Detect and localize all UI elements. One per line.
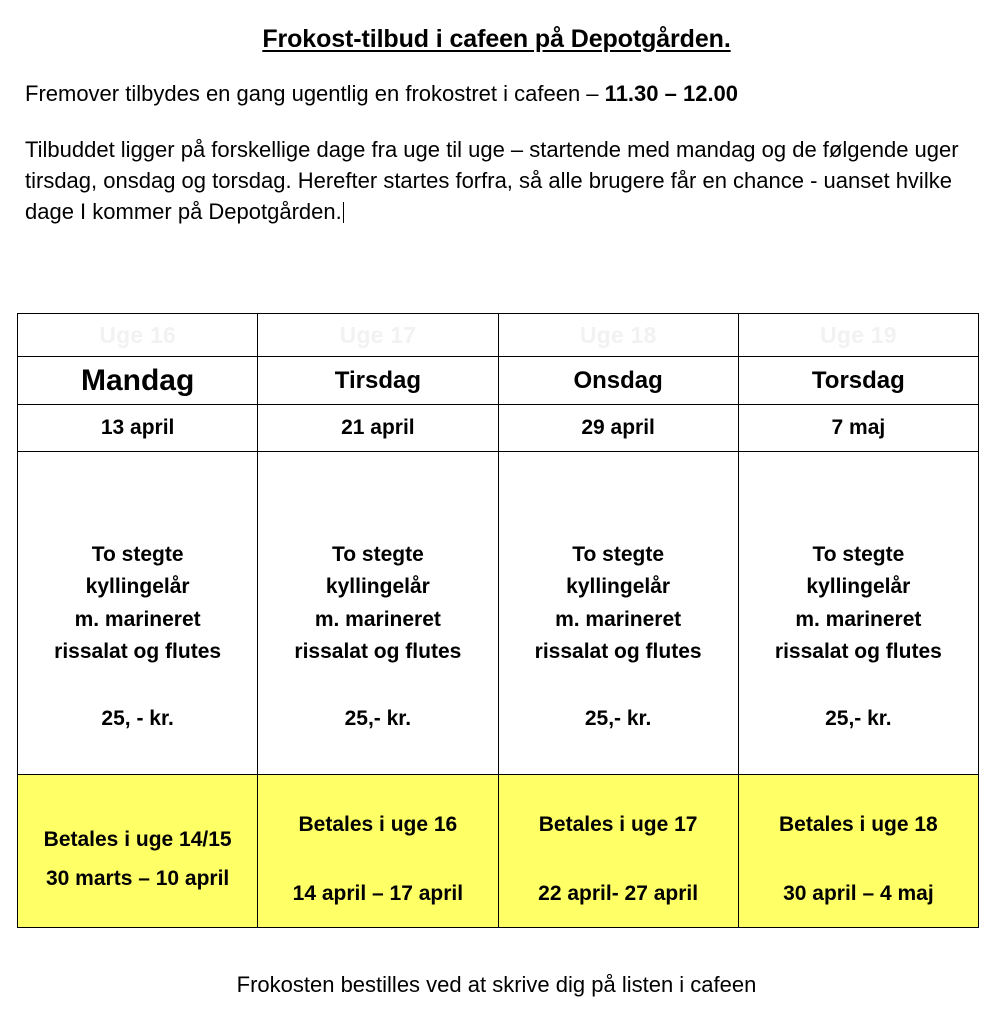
week-cell-2: Uge 17 [258,314,498,357]
date-cell-2: 21 april [258,405,498,452]
payment-label-3: Betales i uge 17 [538,813,698,837]
payment-info-3 [499,791,738,910]
meal-line-4: rissalat og flutes [534,640,702,664]
meal-line-3: m. marineret [74,607,201,631]
day-cell-4: Torsdag [738,357,978,405]
payment-cell-4 [738,775,978,928]
footer-note: Frokosten bestilles ved at skrive dig på listen i cafeen [236,972,757,997]
meal-line-4: rissalat og flutes [774,640,942,664]
table-row-payments [18,775,979,928]
meal-line-3: m. marineret [555,607,682,631]
meal-line-3: m. marineret [314,607,441,631]
meal-price-3: 25,- kr. [584,706,652,730]
intro-paragraph [0,108,993,228]
payment-dates-4: 30 april – 4 maj [783,882,934,905]
day-cell-3: Onsdag [498,357,738,405]
meal-line-1: To stegte [331,542,424,566]
meal-line-1: To stegte [812,542,905,566]
date-cell-1: 13 april [18,405,258,452]
schedule-table [17,313,979,928]
meal-description-3 [499,491,738,736]
date-cell-4: 7 maj [738,405,978,452]
payment-info-2 [258,791,497,910]
meal-line-2: kyllingelår [325,575,430,599]
week-cell-4: Uge 19 [738,314,978,357]
table-row-dates [18,405,979,452]
payment-label-2: Betales i uge 16 [298,813,458,837]
meal-cell-2 [258,452,498,775]
meal-price-1: 25, - kr. [101,706,174,730]
meal-line-3: m. marineret [795,607,922,631]
lunch-time-range: 11.30 – 12.00 [604,80,739,106]
meal-price-4: 25,- kr. [825,706,892,730]
payment-dates-2: 14 april – 17 april [292,882,464,905]
day-cell-2: Tirsdag [258,357,498,405]
meal-line-4: rissalat og flutes [54,640,222,664]
meal-line-2: kyllingelår [566,575,671,599]
intro-paragraph-text: Tilbuddet ligger på forskellige dage fra uge til uge – startende med mandag og de følgende uger tirsdag, onsdag og torsdag. Herefter startes forfra, så alle brugere får en chance - uanset hvilke dage I kommer på Depotgården. [25,136,959,225]
page-title: Frokost-tilbud i cafeen på Depotgården. [262,25,731,53]
meal-line-1: To stegte [572,542,665,566]
meal-description-2 [258,491,497,736]
meal-description-4 [739,491,978,736]
payment-label-4: Betales i uge 18 [779,813,938,837]
meal-line-2: kyllingelår [85,575,190,599]
payment-info-1 [18,806,257,895]
meal-cell-4 [738,452,978,775]
intro-line-prefix: Fremover tilbydes en gang ugentlig en frokostret i cafeen – [25,80,605,106]
payment-dates-3: 22 april- 27 april [538,882,699,905]
meal-description-1 [18,491,257,736]
text-cursor [343,202,344,223]
payment-info-4 [739,791,978,910]
schedule-table-wrapper [17,313,978,928]
date-cell-3: 29 april [498,405,738,452]
meal-line-2: kyllingelår [806,575,911,599]
week-cell-3: Uge 18 [498,314,738,357]
payment-cell-1 [18,775,258,928]
table-row-days [18,357,979,405]
meal-cell-1 [18,452,258,775]
meal-line-1: To stegte [91,542,184,566]
meal-price-2: 25,- kr. [344,706,412,730]
payment-dates-1: 30 marts – 10 april [45,867,230,890]
payment-cell-3 [498,775,738,928]
payment-label-1: Betales i uge 14/15 [43,828,232,852]
meal-cell-3 [498,452,738,775]
payment-cell-2 [258,775,498,928]
table-row-weeks [18,314,979,357]
table-row-meals [18,452,979,775]
week-cell-1: Uge 16 [18,314,258,357]
day-cell-1: Mandag [18,357,258,405]
meal-line-4: rissalat og flutes [294,640,462,664]
intro-line [0,54,993,108]
